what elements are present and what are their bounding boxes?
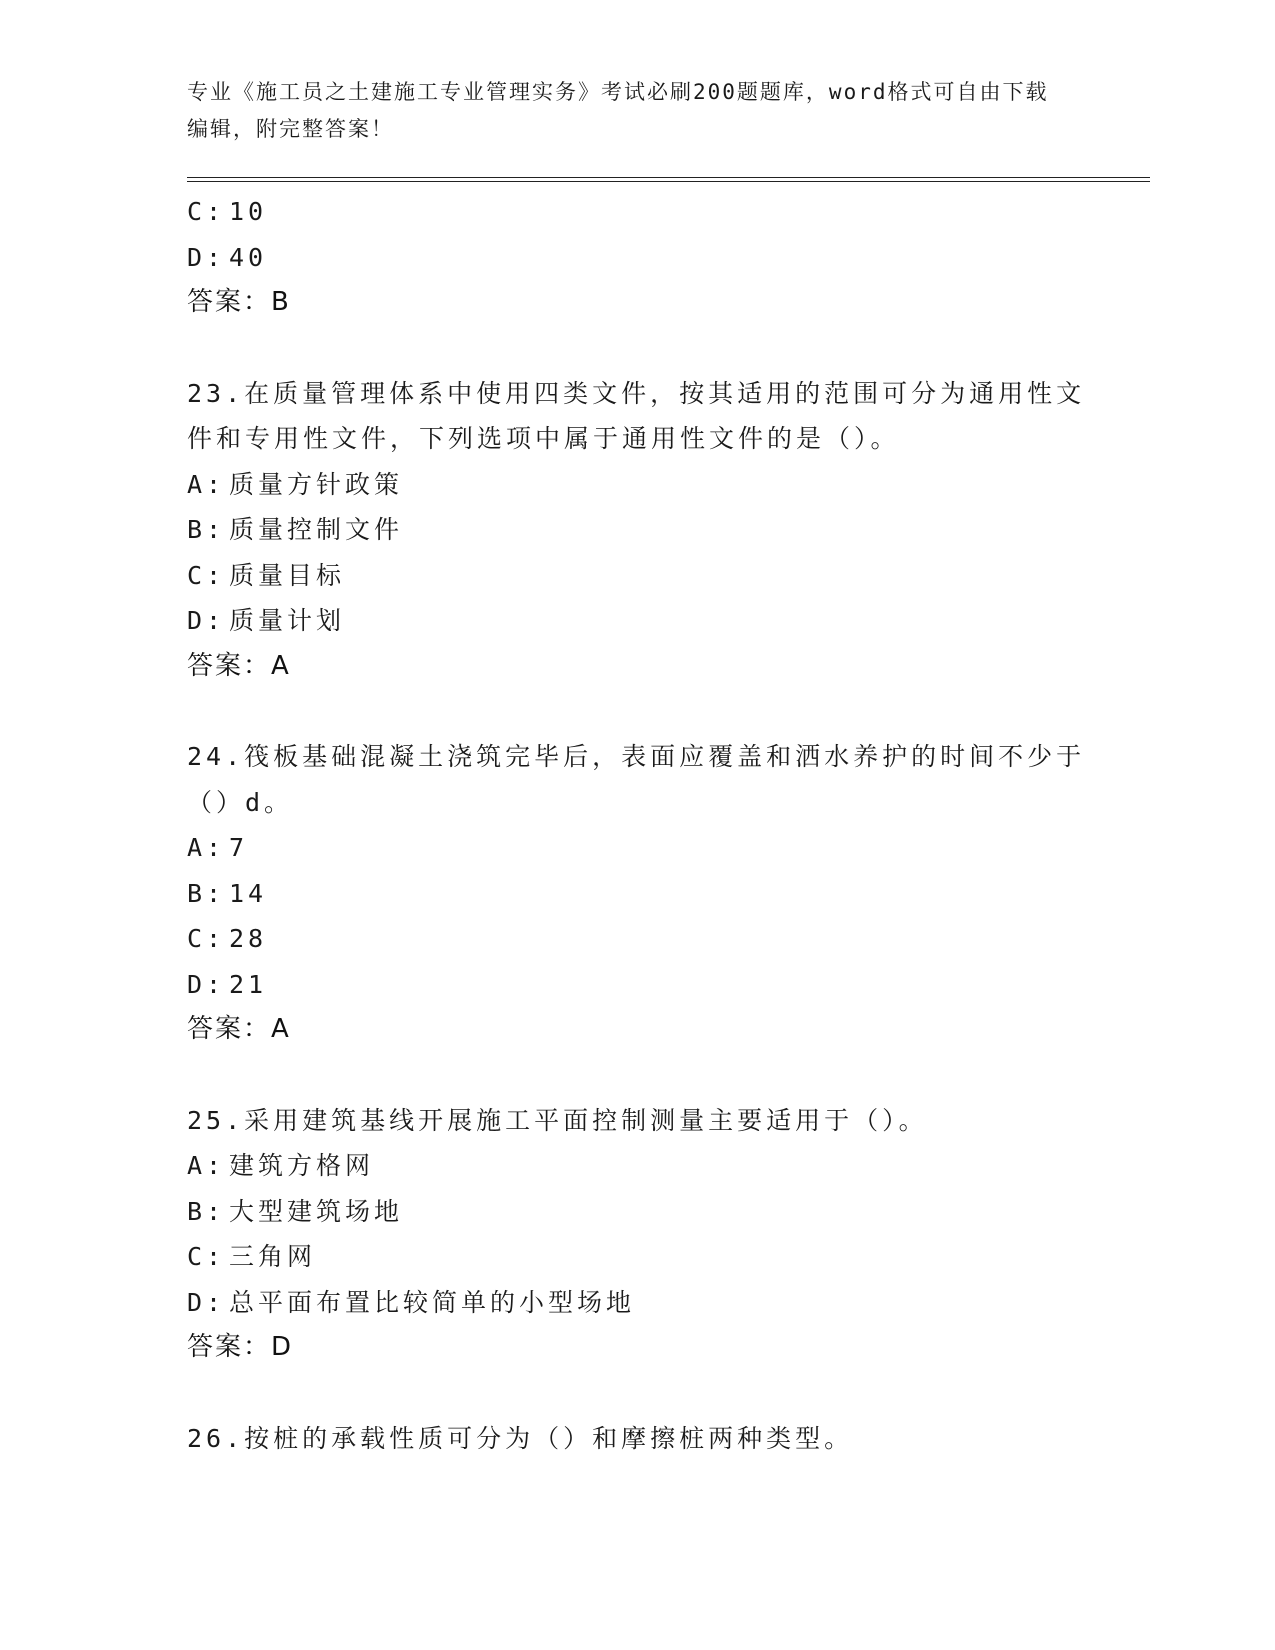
answer-line: 答案：A	[187, 1014, 291, 1044]
option-key: A:	[187, 833, 226, 862]
option-key: B:	[187, 878, 226, 908]
question-24	[187, 734, 1087, 1053]
option-key: D:	[187, 242, 226, 272]
header-divider	[187, 177, 1150, 182]
option-b	[187, 1189, 1087, 1235]
option-text: 21	[229, 969, 268, 999]
option-c	[187, 553, 1087, 599]
option-text: 质量方针政策	[229, 469, 404, 499]
option-text: 40	[229, 242, 268, 272]
answer-line: 答案：B	[187, 287, 291, 317]
option-text: 三角网	[229, 1242, 317, 1271]
option-key: B:	[187, 515, 226, 544]
question-stem: 24.筏板基础混凝土浇筑完毕后，表面应覆盖和洒水养护的时间不少于（）d。	[187, 742, 1086, 817]
option-key: B:	[187, 1196, 226, 1226]
option-text: 质量控制文件	[229, 515, 404, 544]
page-header-title: 专业《施工员之土建施工专业管理实务》考试必刷200题题库，word格式可自由下载编辑，附完整答案！	[187, 80, 1049, 141]
option-b	[187, 871, 1087, 917]
answer-line: 答案：D	[187, 1332, 294, 1362]
question-stem: 26.按桩的承载性质可分为（）和摩擦桩两种类型。	[187, 1423, 854, 1453]
question-26	[187, 1416, 1087, 1462]
option-d	[187, 598, 1087, 644]
question-25	[187, 1098, 1087, 1371]
option-key: A:	[187, 1151, 226, 1180]
option-c	[187, 189, 1087, 235]
option-text: 28	[229, 924, 268, 953]
option-a	[187, 825, 1087, 871]
option-text: 总平面布置比较简单的小型场地	[229, 1287, 636, 1317]
option-d	[187, 1280, 1087, 1326]
option-text: 10	[229, 197, 268, 226]
option-a	[187, 462, 1087, 508]
option-key: D:	[187, 969, 226, 999]
option-key: D:	[187, 606, 226, 635]
previous-question-tail	[187, 189, 1087, 326]
option-key: C:	[187, 924, 226, 953]
option-text: 大型建筑场地	[229, 1196, 404, 1226]
option-c	[187, 1234, 1087, 1280]
option-c	[187, 916, 1087, 962]
option-text: 建筑方格网	[229, 1151, 375, 1180]
option-key: C:	[187, 197, 226, 226]
answer-line: 答案：A	[187, 650, 291, 681]
question-stem: 25.采用建筑基线开展施工平面控制测量主要适用于（）。	[187, 1105, 928, 1135]
option-key: C:	[187, 560, 226, 590]
question-content	[187, 189, 1087, 1461]
option-b	[187, 507, 1087, 553]
option-key: C:	[187, 1242, 226, 1271]
option-text: 质量目标	[229, 560, 346, 590]
option-d	[187, 962, 1087, 1008]
option-a	[187, 1143, 1087, 1189]
option-text: 质量计划	[229, 606, 346, 635]
option-key: D:	[187, 1287, 226, 1317]
question-stem: 23.在质量管理体系中使用四类文件，按其适用的范围可分为通用性文件和专用性文件，下列选项中属于通用性文件的是（）。	[187, 378, 1086, 453]
option-text: 14	[229, 878, 268, 908]
option-d	[187, 235, 1087, 281]
option-key: A:	[187, 469, 226, 499]
option-text: 7	[229, 833, 249, 862]
question-23	[187, 371, 1087, 690]
